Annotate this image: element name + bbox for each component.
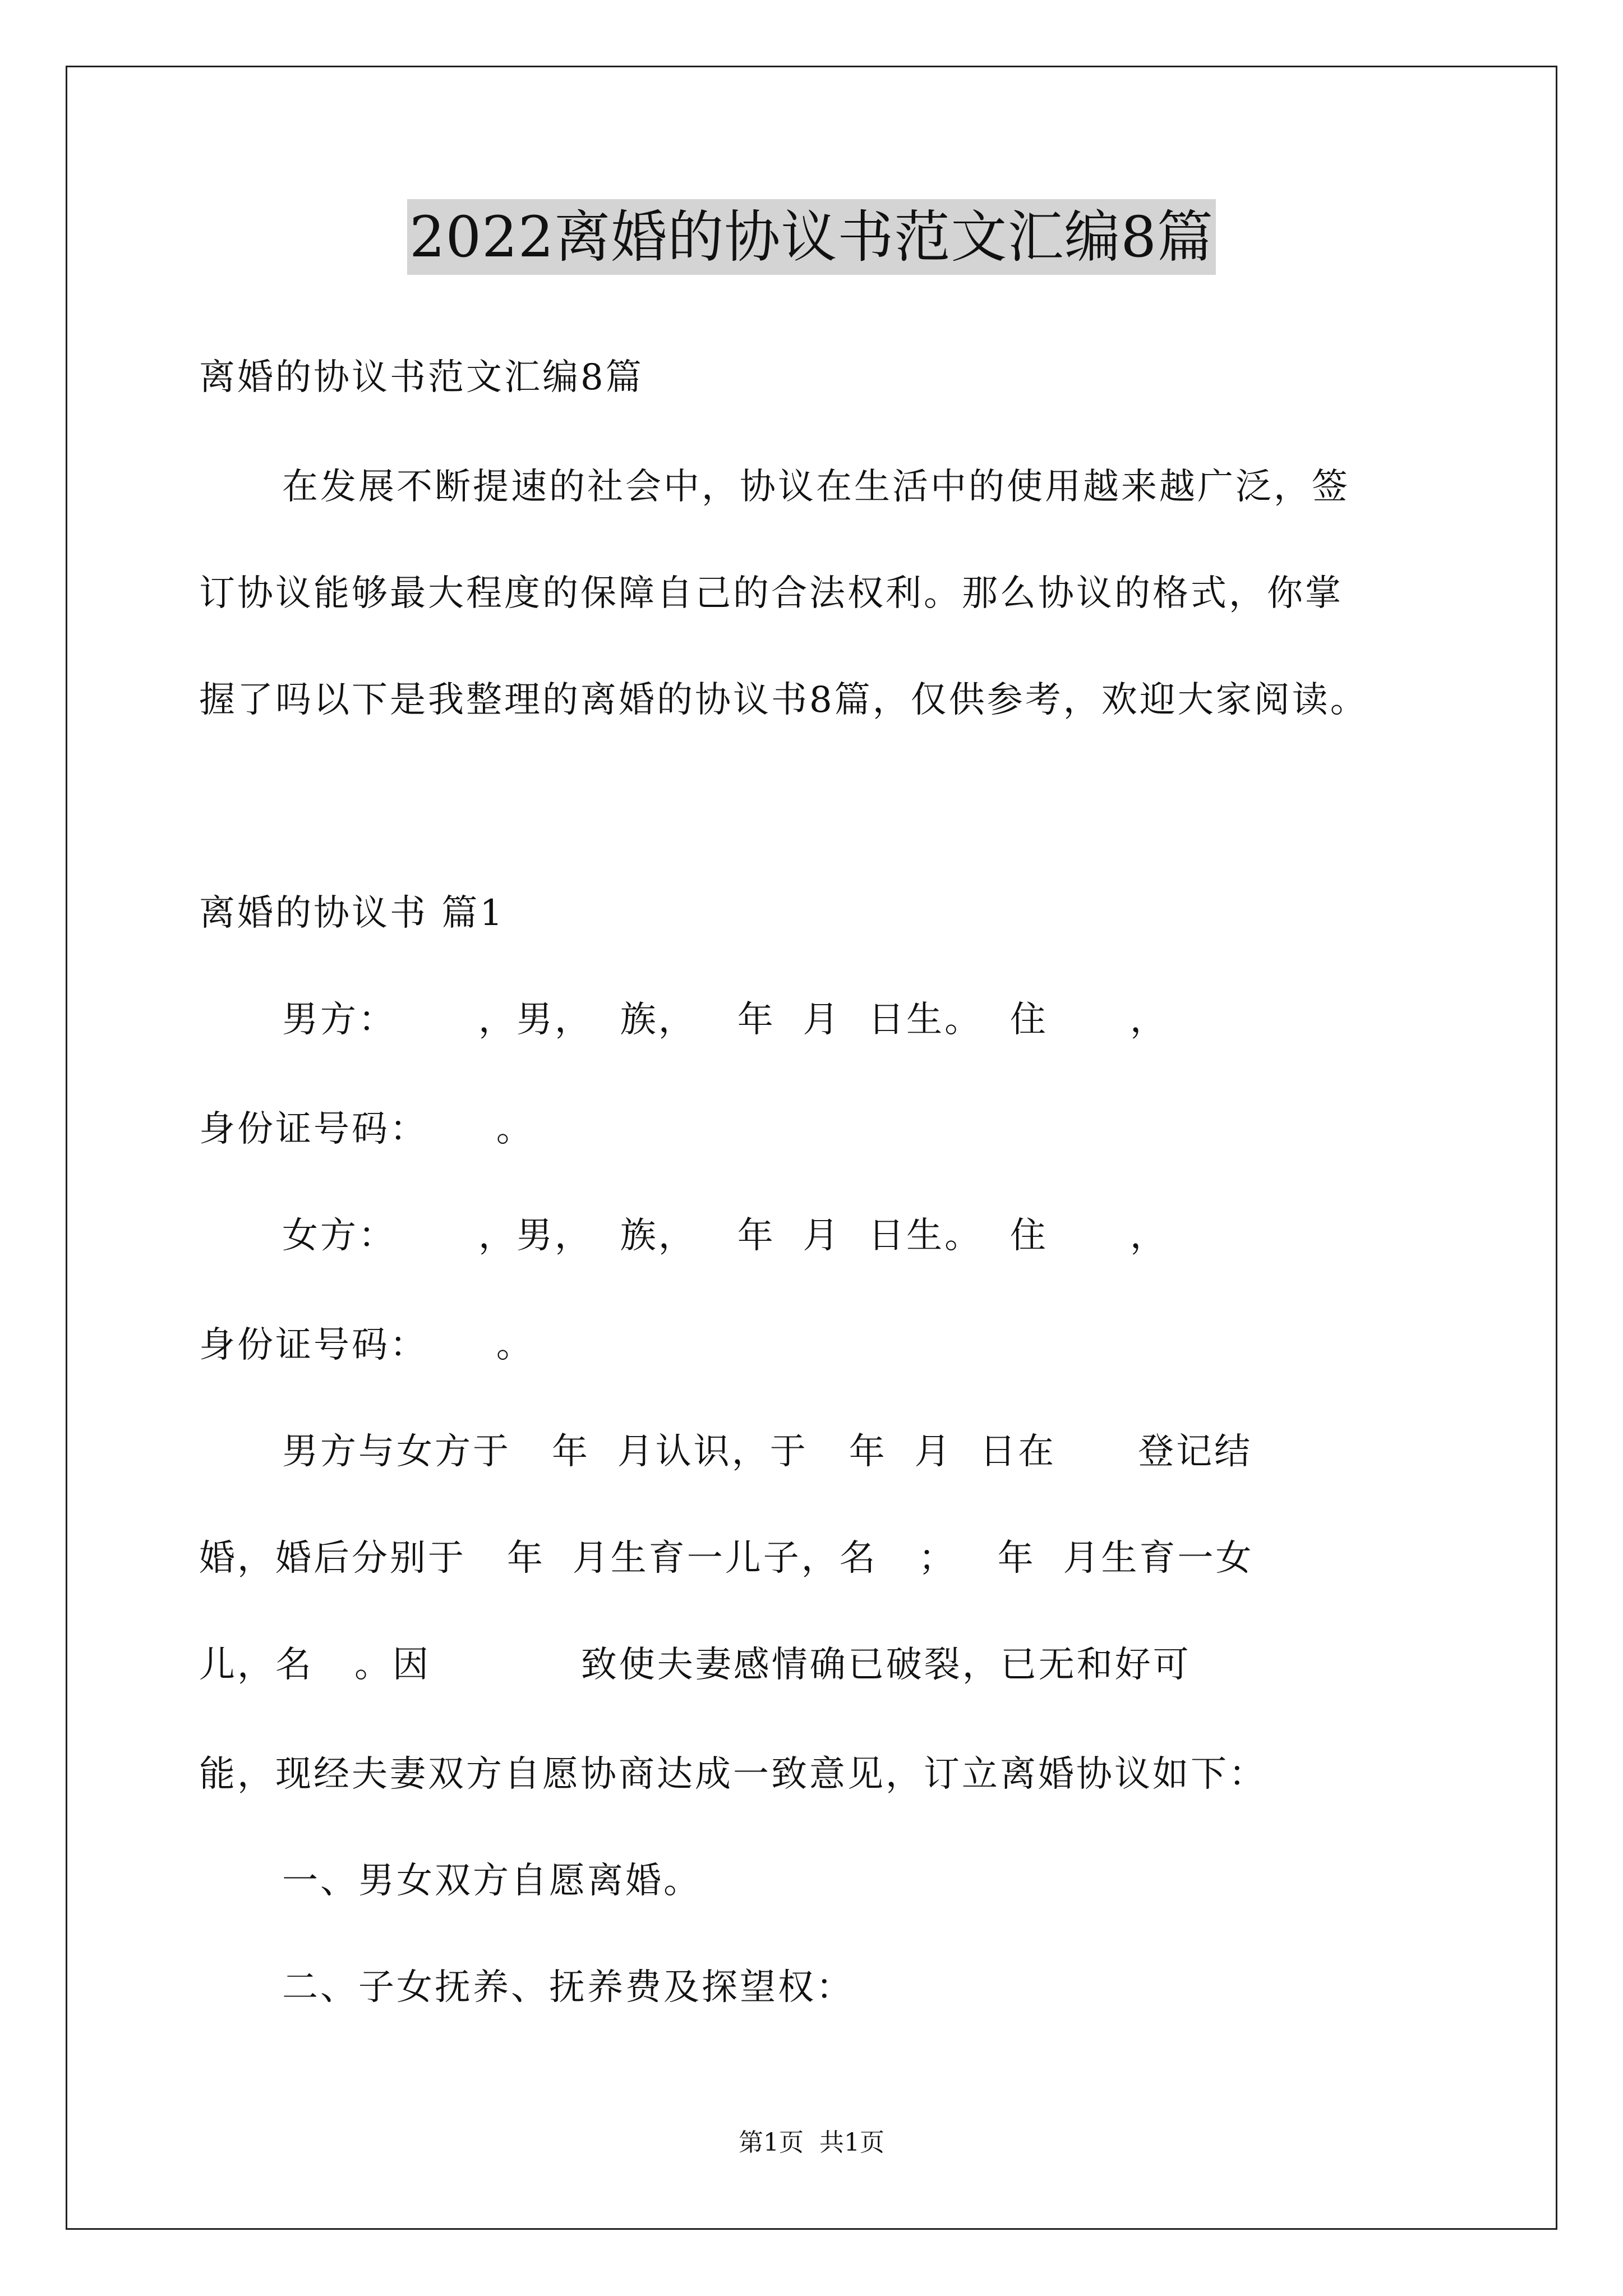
intro-line-1: 在发展不断提速的社会中，协议在生活中的使用越来越广泛，签: [282, 466, 1350, 508]
document-subtitle: 离婚的协议书范文汇编8篇: [199, 357, 644, 398]
title-container: [0, 199, 1623, 275]
marriage-line-4: 能，现经夫妻双方自愿协商达成一致意见，订立离婚协议如下：: [199, 1754, 1267, 1795]
document-title: 2022离婚的协议书范文汇编8篇: [407, 199, 1216, 275]
marriage-line-3: 儿，名 。因 致使夫妻感情确已破裂，已无和好可: [199, 1644, 1191, 1686]
woman-id-line: 身份证号码： 。: [199, 1324, 534, 1366]
intro-line-2: 订协议能够最大程度的保障自己的合法权利。那么协议的格式，你掌: [199, 573, 1343, 614]
clause-1: 一、男女双方自愿离婚。: [282, 1860, 702, 1902]
marriage-line-2: 婚，婚后分别于 年 月生育一儿子，名 ； 年 月生育一女: [199, 1538, 1254, 1579]
page-footer: 第1页 共1页: [739, 2128, 884, 2157]
man-info-line: 男方： ，男， 族， 年 月 日生。 住 ，: [282, 999, 1168, 1041]
woman-info-line: 女方： ，男， 族， 年 月 日生。 住 ，: [282, 1215, 1168, 1257]
section-heading: 离婚的协议书 篇1: [199, 892, 505, 934]
man-id-line: 身份证号码： 。: [199, 1108, 534, 1150]
marriage-line-1: 男方与女方于 年 月认识，于 年 月 日在 登记结: [282, 1431, 1253, 1473]
intro-line-3: 握了吗以下是我整理的离婚的协议书8篇，仅供参考，欢迎大家阅读。: [199, 679, 1368, 721]
clause-2: 二、子女抚养、抚养费及探望权：: [282, 1967, 854, 2008]
